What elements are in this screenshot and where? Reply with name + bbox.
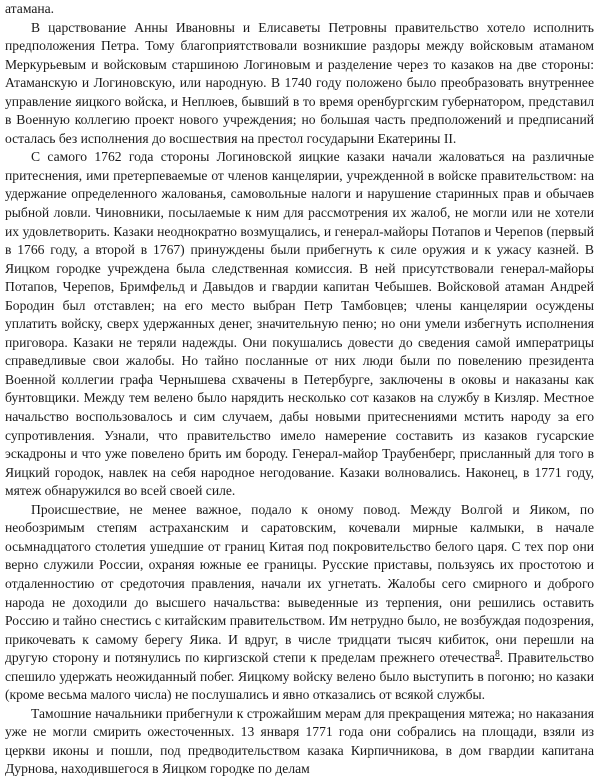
paragraph-text-after-footnote: . Правительство спешило удержать неожиданный побег. Яицкому войску велено было выступить в погоню; но казаки (кроме весьма малого числа) не послушались и явно отказались от всякой службы.: [5, 650, 594, 703]
paragraph-1762: С самого 1762 года стороны Логиновской яицкие казаки начали жаловаться на различные притеснения, ими претерпеваемые от членов канцелярии, учрежденной в войске правительством: на удержание определенного жалованья, самовольные налоги и нарушение старинных прав и обычаев рыбной ловли. Чиновники, посылаемые к ним для рассмотрения их жалоб, не могли или не хотели их удовлетворить. Казаки неоднократно возмущались, и генерал-майоры Потапов и Черепов (первый в 1766 году, а второй в 1767) принуждены были прибегнуть к силе оружия и к ужасу казней. В Яицком городке учреждена была следственная комиссия. В ней присутствовали генерал-майоры Потапов, Черепов, Бримфельд и Давыдов и гвардии капитан Чебышев. Войсковой атаман Андрей Бородин был отставлен; на его место выбран Петр Тамбовцев; члены канцелярии осуждены уплатить войску, сверх удержанных денег, значительную пеню; но они умели избегнуть исполнения приговора. Казаки не теряли надежды. Они покушались довести до сведения самой императрицы справедливые свои жалобы. Но тайно посланные от них люди были по повелению президента Военной коллегии графа Чернышева схвачены в Петербурге, заключены в оковы и наказаны как бунтовщики. Между тем велено было нарядить несколько сот казаков на службу в Кизляр. Местное начальство воспользовалось и сим случаем, дабы новыми притеснениями мстить народу за его супротивления. Узнали, что правительство имело намерение составить из казаков гусарские эскадроны и что уже повелено брить им бороду. Генерал-майор Траубенберг, присланный для того в Яицкий городок, навлек на себя народное негодование. Казаки волновались. Наконец, в 1771 году, мятеж обнаружился во всей своей силе.: [5, 149, 594, 499]
paragraph-proisshestvie: [5, 501, 594, 705]
paragraph-text-before-footnote: Происшествие, не менее важное, подало к оному повод. Между Волгой и Яиком, по необозримым степям астраханским и саратовским, кочевали мирные калмыки, в начале осьмнадцатого столетия ушедшие от границ Китая под покровительство белого царя. С тех пор они верно служили России, охраняя южные ее границы. Русские приставы, пользуясь их простотою и отдаленностию от средоточия правления, начали их угнетать. Жалобы сего смирного и доброго народа не доходили до высшего начальства: выведенные из терпения, они решились оставить Россию и тайно снестись с китайским правительством. Им нетрудно было, не возбуждая подозрения, прикочевать к самому берегу Яика. И вдруг, в числе тридцати тысяч кибиток, они перешли на другую сторону и потянулись по киргизской степи к пределам прежнего отечества: [5, 501, 594, 666]
footnote-reference-link[interactable]: 8: [495, 648, 500, 659]
document-body: [5, 0, 594, 779]
paragraph-tamoshnie: Тамошние начальники прибегнули к строжайшим мерам для прекращения мятежа; но наказания уже не могли смирить ожесточенных. 13 января 1771 года они собрались на площади, взяли из церкви иконы и пошли, под предводительством казака Кирпичникова, в дом гвардии капитана Дурнова, находившегося в Яицком городке по делам: [5, 705, 594, 777]
paragraph-atamana: атамана.: [5, 1, 55, 16]
paragraph-tsarstvovanie: В царствование Анны Ивановны и Елисаветы Петровны правительство хотело исполнить предположения Петра. Тому благоприятствовали возникшие раздоры между войсковым атаманом Меркурьевым и войсковым старшиною Логиновым и разделение через то казаков на две стороны: Атаманскую и Логиновскую, или народную. В 1740 году положено было преобразовать внутреннее управление яицкого войска, и Неплюев, бывший в то время оренбургским губернатором, представил в Военную коллегию проект нового учреждения; но большая часть предположений и предписаний осталась без исполнения до восшествия на престол государыни Екатерины II.: [5, 19, 594, 146]
